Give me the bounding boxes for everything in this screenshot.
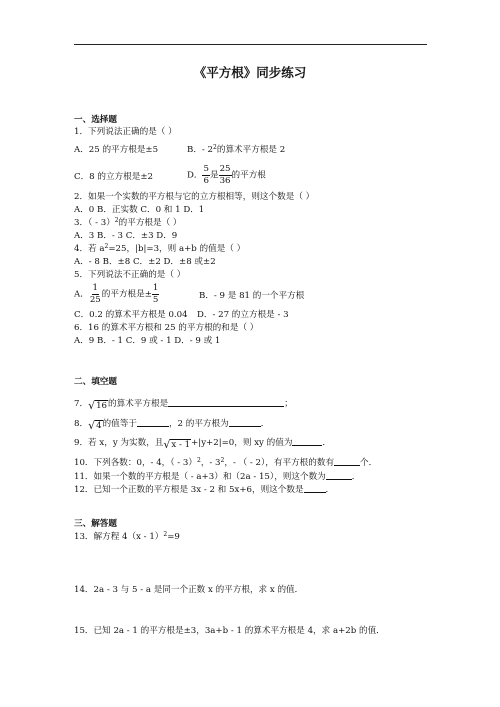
question-15: 15．已知 2a - 1 的平方根是±3，3a+b - 1 的算术平方根是 4，求 a+2b 的值． [74,626,385,636]
question-9: 9．若 x，y 为实数，且 √ x - 1 +|y+2|=0，则 xy 的值为 ． [74,438,332,451]
question-8: 8． √ 4 的值等于 ，2 的平方根为 ． [74,419,270,432]
answer-blank[interactable] [137,417,169,427]
question-2-stem: 2．如果一个实数的平方根与它的立方根相等，则这个数是（ ） [74,192,315,202]
header-rule [74,44,427,45]
answer-blank[interactable] [326,470,352,480]
answer-blank[interactable] [292,436,322,446]
question-5-option-d: D．- 27 的立方根是 - 3 [197,310,289,320]
question-3-options: A．3 B．- 3 C．±3 D．9 [74,231,178,241]
section-heading-fill: 二、填空题 [74,377,117,387]
question-1-option-c: C．8 的立方根是±2 [74,172,154,182]
question-1-stem: 1．下列说法正确的是（ ） [74,127,177,137]
sqrt-symbol: √ 16 [88,399,108,412]
fraction: $\frac{1}{25}$ [89,283,101,305]
answer-blank[interactable] [168,397,284,407]
section-heading-solve: 三、解答题 [74,519,117,529]
fraction: $\frac{25}{36}$ [219,164,231,186]
question-3-stem: 3．（ - 3）$^2$的平方根是（ ） [74,217,182,228]
section-heading-choice: 一、选择题 [74,115,117,125]
question-2-options: A．0 B．正实数 C．0 和 1 D．1 [74,205,205,215]
question-4-stem: 4．若 $a^2=25$，|b|=3，则 a+b 的值是（ ） [74,243,246,254]
question-4-options: A．- 8 B．±8 C．±2 D．±8 或±2 [74,257,216,267]
question-13: 13．解方程 4（x - 1）$^2$=9 [74,531,180,542]
question-7: 7． √ 16 的算术平方根是 ； [74,399,293,412]
answer-blank[interactable] [334,456,360,466]
question-12: 12．已知一个正数的平方根是 3x - 2 和 5x+6，则这个数是 ． [74,485,335,495]
sqrt-symbol: √ 4 [88,419,102,432]
answer-blank[interactable] [304,483,326,493]
question-5-stem: 5．下列说法不正确的是（ ） [74,270,186,280]
question-5-option-c: C．0.2 的算术平方根是 0.04 [74,310,188,320]
question-5-option-a: A． $\frac{1}{25}$ 的平方根是± $\frac{1}{5}$ [74,283,159,305]
question-11: 11．如果一个数的平方根是（ - a+3）和（2a - 15），则这个数为 ． [74,472,361,482]
fraction: $\frac{5}{6}$ [203,164,209,186]
question-1-option-a: A．25 的平方根是±5 [74,145,159,155]
question-1-option-d: D． $\frac{5}{6}$ 是 $\frac{25}{36}$ 的平方根 [187,164,266,186]
question-6-stem: 6．16 的算术平方根和 25 的平方根的和是（ ） [74,323,259,333]
question-6-options: A．9 B．- 1 C．9 或 - 1 D．- 9 或 1 [74,336,221,346]
question-5-option-b: B．- 9 是 81 的一个平方根 [199,291,305,301]
question-1-option-b: B．- $2^2$的算术平方根是 2 [187,144,286,155]
answer-blank[interactable] [229,417,261,427]
fraction: $\frac{1}{5}$ [152,283,159,305]
question-14: 14．2a - 3 与 5 - a 是同一个正数 x 的平方根，求 x 的值． [74,585,304,595]
page-title: 《平方根》同步练习 [193,65,307,80]
sqrt-symbol: √ x - 1 [163,438,191,451]
question-10: 10．下列各数：0，- 4，（ - 3）$^2$，- $3^2$，- （ - 2），有平方根的数有 个． [74,457,378,468]
